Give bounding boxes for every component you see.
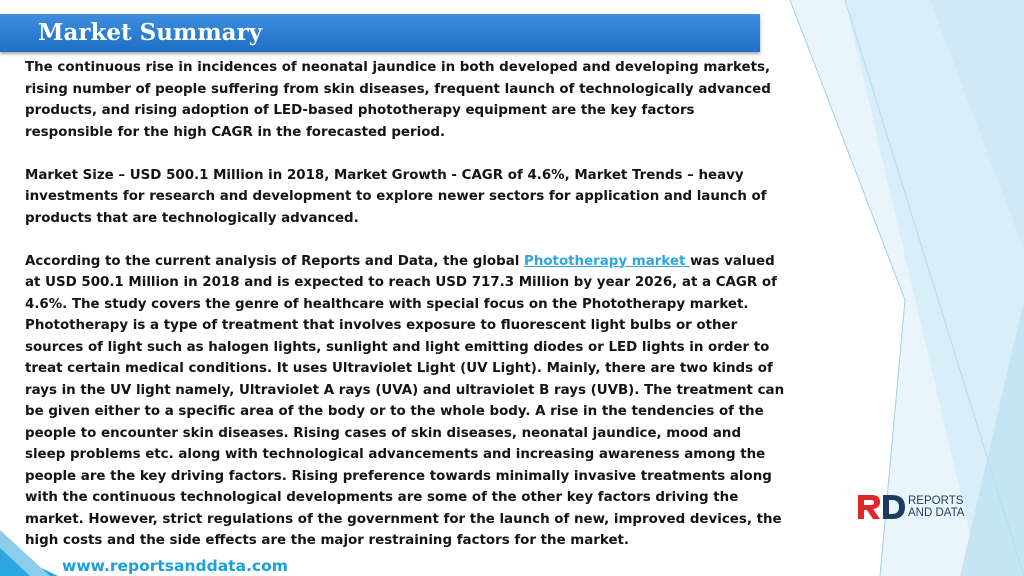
paragraph-analysis xyxy=(25,251,785,552)
analysis-body-text: was valued at USD 500.1 Million in 2018 and is expected to reach USD 717.3 Million by year 2026, at a CAGR of 4.6%. The study covers the genre of healthcare with special focus on the Phototherapy market. Phototherapy is a type of treatment that involves exposure to fluorescent light bulbs or other sources of light such as halogen lights, sunlight and light emitting diodes or LED lights in order to treat certain medical conditions. It uses Ultraviolet Light (UV Light). Mainly, there are two kinds of rays in the UV light namely, Ultraviolet A rays (UVA) and ultraviolet B rays (UVB). The treatment can be given either to a specific area of the body or to the whole body. A rise in the tendencies of the people to encounter skin diseases. Rising cases of skin diseases, neonatal jaundice, mood and sleep problems etc. along with technological advancements and increasing awareness among the people are the key driving factors. Rising preference towards minimally invasive treatments along with the continuous technological developments are some of the other key factors driving the market. However, strict regulations of the government for the launch of new, improved devices, the high costs and the side effects are the major restraining factors for the market. xyxy=(25,253,785,548)
market-summary-body xyxy=(25,57,785,552)
rd-logo-mark-icon xyxy=(858,493,906,521)
page-title: Market Summary xyxy=(38,19,263,46)
paragraph-drivers: The continuous rise in incidences of neonatal jaundice in both developed and developing markets, rising number of people suffering from skin diseases, frequent launch of technologically advanced products, and rising adoption of LED-based phototherapy equipment are the key factors responsible for the high CAGR in the forecasted period. xyxy=(25,60,771,140)
logo-text-and-data: AND DATA xyxy=(908,507,965,519)
phototherapy-market-link[interactable]: Phototherapy market xyxy=(524,253,691,269)
title-bar xyxy=(0,14,760,52)
reports-and-data-logo xyxy=(858,493,988,523)
paragraph-market-stats: Market Size – USD 500.1 Million in 2018, Market Growth - CAGR of 4.6%, Market Trends – heavy investments for research and development to explore newer sectors for application and launch of products that are technologically advanced. xyxy=(25,167,767,226)
analysis-intro-text: According to the current analysis of Reports and Data, the global xyxy=(25,253,524,269)
logo-text-reports: REPORTS xyxy=(908,495,964,507)
website-url[interactable]: www.reportsanddata.com xyxy=(62,557,288,575)
